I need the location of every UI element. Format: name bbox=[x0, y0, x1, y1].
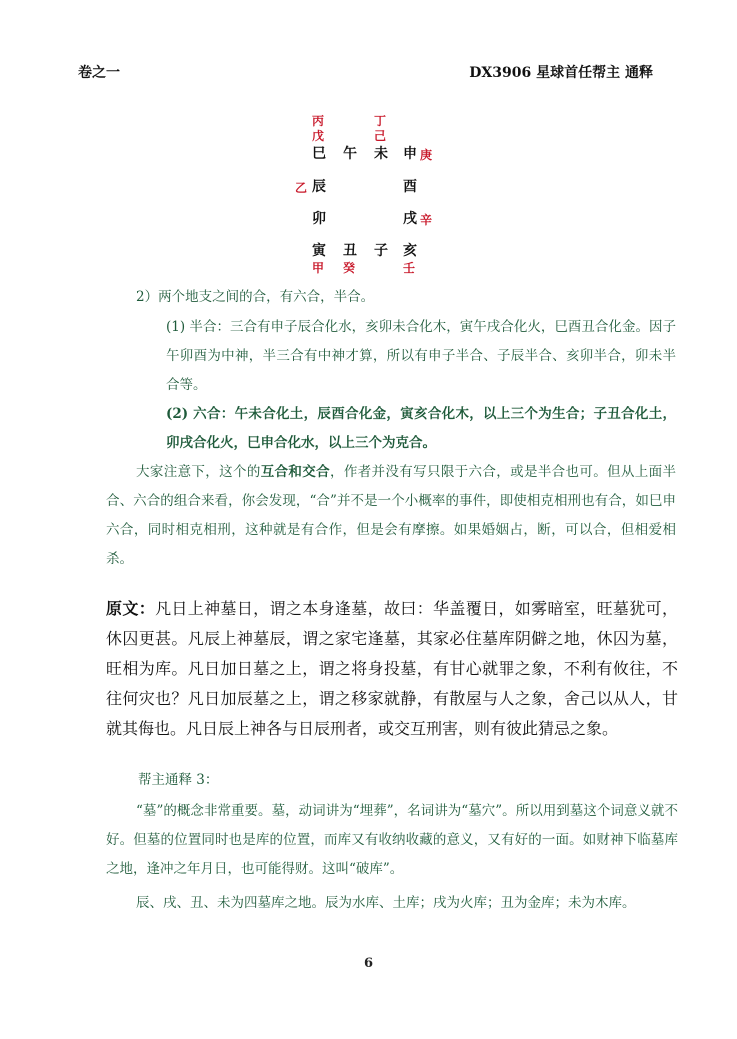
header-title: DX3906 星球首任帮主 通释 bbox=[469, 65, 653, 81]
branch-mao: 卯 bbox=[312, 211, 326, 227]
header-volume: 卷之一 bbox=[78, 65, 120, 81]
branch-yin: 寅 bbox=[312, 243, 326, 259]
note-highlight: 互合和交合 bbox=[260, 464, 330, 480]
stem-ji: 己 bbox=[374, 129, 387, 143]
original-text: 凡日上神墓日，谓之本身逢墓，故曰：华盖覆日，如雾暗室，旺墓犹可，休囚更甚。凡辰上神墓辰，谓之家宅逢墓，其家必住墓库阴僻之地，休囚为墓，旺相为库。凡日加日墓之上，谓之将身投墓，有甘心就罪之象，不利有攸往，不往何灾也？凡日加辰墓之上，谓之移家就静，有散屋与人之象，舍己以从人，甘就其侮也。凡日辰上神各与日辰刑者，或交互刑害，则有彼此猜忌之象。 bbox=[106, 599, 678, 738]
commentary-title: 帮主通释 3： bbox=[138, 772, 219, 788]
note-text-b: ，作者并没有写只限于六合，或是半合也可。但从上面半合、六合的组合来看，你会发现，“合”并不是一个小概率的事件，即使相克相刑也有合，如巳申六合，同时相克相刑，这种就是有合作，但是会有摩擦。如果婚姻占，断，可以合，但相爱相杀。 bbox=[106, 464, 677, 567]
half-label: (1) 半合： bbox=[166, 319, 230, 335]
section2-title: 2）两个地支之间的合，有六合，半合。 bbox=[136, 289, 375, 305]
original-label: 原文： bbox=[106, 599, 156, 618]
commentary-paragraph-1: “墓”的概念非常重要。墓，动词讲为“埋葬”，名词讲为“墓穴”。所以用到墓这个词意义就不好。但墓的位置同时也是库的位置，而库又有收纳收藏的意义，又有好的一面。如财神下临墓库之地，逢冲之年月日，也可能得财。这叫“破库”。 bbox=[106, 803, 678, 877]
half-combination-paragraph bbox=[166, 313, 676, 400]
half-text: 三合有申子辰合化水，亥卯未合化木，寅午戌合化火，巳酉丑合化金。因子午卯酉为中神，半三合有中神才算，所以有申子半合、子辰半合、亥卯半合，卯未半合等。 bbox=[166, 319, 676, 393]
six-sheng-text: 午未合化土，辰酉合化金，寅亥合化木，以上三个为生合； bbox=[234, 406, 594, 422]
commentary-paragraph-2: 辰、戌、丑、未为四墓库之地。辰为水库、土库；戌为火库；丑为金库；未为木库。 bbox=[136, 895, 636, 911]
branch-you: 酉 bbox=[403, 179, 417, 195]
branch-chou: 丑 bbox=[343, 243, 357, 259]
branch-wu: 午 bbox=[343, 146, 357, 162]
original-text-paragraph bbox=[106, 594, 678, 744]
stem-gui: 癸 bbox=[343, 261, 356, 275]
stem-jia: 甲 bbox=[312, 261, 325, 275]
stem-yi: 乙 bbox=[295, 181, 308, 195]
stem-geng: 庚 bbox=[420, 148, 433, 162]
branch-zi: 子 bbox=[374, 243, 388, 259]
six-combination-paragraph bbox=[166, 400, 676, 458]
six-ke-text: 子丑合化土，卯戌合化火，巳申合化水，以上三个为克合。 bbox=[166, 406, 677, 451]
note-paragraph bbox=[106, 458, 676, 574]
branch-hai: 亥 bbox=[403, 243, 417, 259]
page-number: 6 bbox=[363, 956, 374, 971]
stem-ren: 壬 bbox=[403, 261, 416, 275]
branch-xu: 戌 bbox=[403, 211, 417, 227]
stem-wu: 戊 bbox=[312, 129, 325, 143]
stem-ding: 丁 bbox=[374, 114, 387, 128]
branch-si: 巳 bbox=[312, 146, 326, 162]
stem-xin: 辛 bbox=[420, 213, 433, 227]
note-text-a: 大家注意下，这个的 bbox=[136, 464, 261, 480]
stem-bing: 丙 bbox=[312, 114, 325, 128]
branch-shen: 申 bbox=[403, 146, 417, 162]
branch-wei: 未 bbox=[374, 146, 388, 162]
six-label: (2) 六合： bbox=[166, 406, 235, 422]
branch-chen: 辰 bbox=[312, 179, 326, 195]
